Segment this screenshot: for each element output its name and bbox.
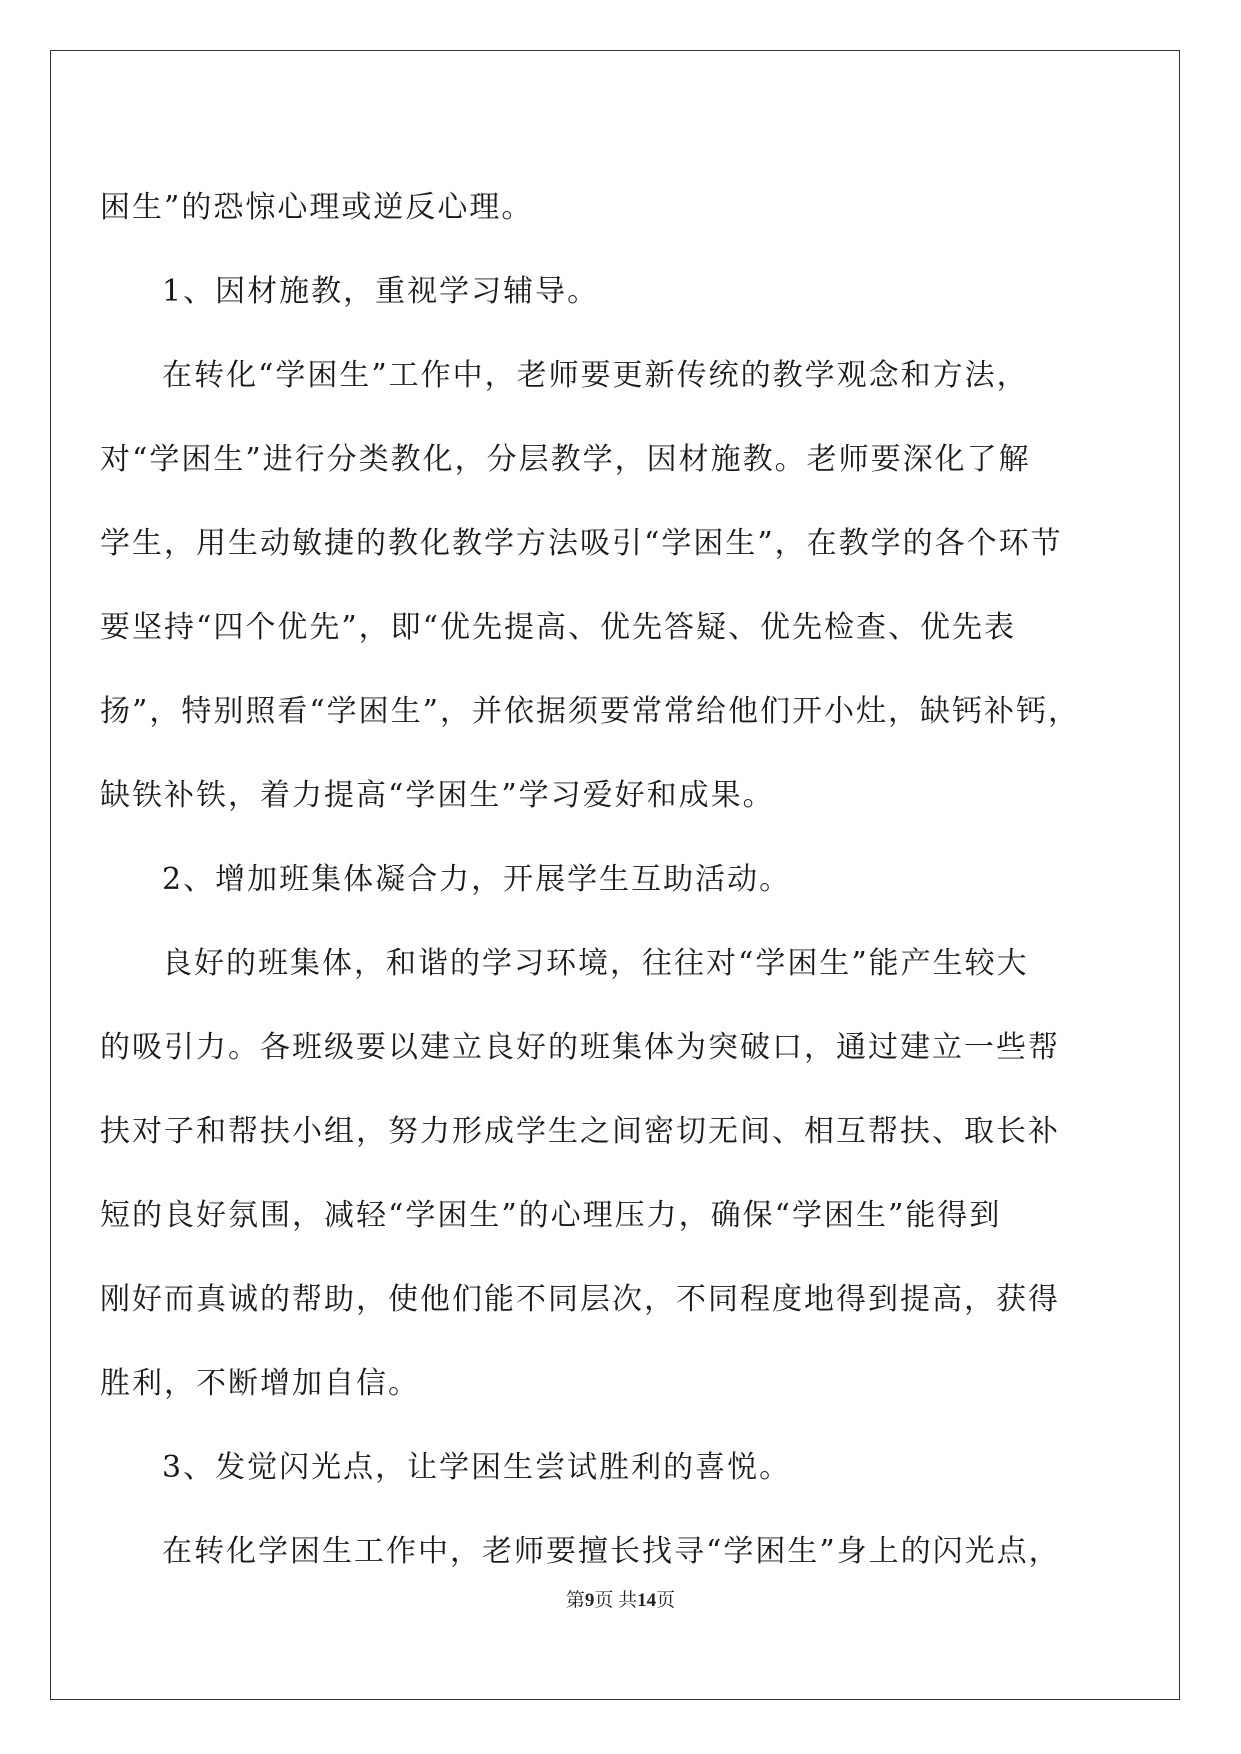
text-line: 困生”的恐惊心理或逆反心理。 xyxy=(100,190,534,225)
text-line: 学生，用生动敏捷的教化教学方法吸引“学困生”，在教学的各个环节 xyxy=(100,526,1063,561)
text-line: 在转化“学困生”工作中，老师要更新传统的教学观念和方法， xyxy=(162,358,1029,393)
footer-middle: 页 共 xyxy=(594,1590,638,1611)
footer-prefix: 第 xyxy=(565,1590,585,1611)
text-line: 1、因材施教，重视学习辅导。 xyxy=(162,274,600,309)
text-line: 在转化学困生工作中，老师要擅长找寻“学困生”身上的闪光点， xyxy=(162,1534,1061,1569)
current-page-number: 9 xyxy=(584,1590,595,1611)
text-line: 良好的班集体，和谐的学习环境，往往对“学困生”能产生较大 xyxy=(162,946,1029,981)
page-footer xyxy=(0,1585,1241,1612)
footer-suffix: 页 xyxy=(656,1590,676,1611)
text-line: 刚好而真诚的帮助，使他们能不同层次，不同程度地得到提高，获得 xyxy=(100,1282,1060,1317)
text-line: 要坚持“四个优先”，即“优先提高、优先答疑、优先检查、优先表 xyxy=(100,610,1017,645)
text-line: 缺铁补铁，着力提高“学困生”学习爱好和成果。 xyxy=(100,778,775,813)
text-line: 胜利，不断增加自信。 xyxy=(100,1366,420,1401)
text-line: 的吸引力。各班级要以建立良好的班集体为突破口，通过建立一些帮 xyxy=(100,1030,1060,1065)
document-body xyxy=(100,166,1140,1594)
total-page-number: 14 xyxy=(637,1590,657,1611)
text-line: 短的良好氛围，减轻“学困生”的心理压力，确保“学困生”能得到 xyxy=(100,1198,1002,1233)
text-line: 对“学困生”进行分类教化，分层教学，因材施教。老师要深化了解 xyxy=(100,442,1031,477)
text-line: 扬”，特别照看“学困生”，并依据须要常常给他们开小灶，缺钙补钙， xyxy=(100,694,1081,729)
text-line: 3、发觉闪光点，让学困生尝试胜利的喜悦。 xyxy=(162,1450,792,1485)
text-line: 扶对子和帮扶小组，努力形成学生之间密切无间、相互帮扶、取长补 xyxy=(100,1114,1060,1149)
text-line: 2、增加班集体凝合力，开展学生互助活动。 xyxy=(162,862,792,897)
